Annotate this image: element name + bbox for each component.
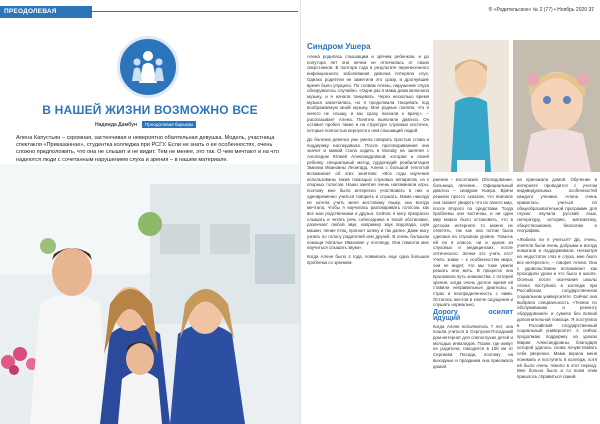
byline [95, 122, 196, 128]
page-header [489, 7, 594, 13]
rubric-tag: Преодолевая барьеры [142, 121, 196, 128]
section-label: ПРЕОДОЛЕВАЯ БАРЬЕРЫ [0, 6, 92, 18]
paragraph: Когда Алене было 4 года, появились еще одна большая проблема со зрением. [307, 253, 429, 265]
section-heading: Синдром Ушера [307, 42, 371, 51]
author-name: Надежда Дамбун [95, 122, 137, 128]
right-page [300, 0, 600, 424]
text-column-2 [433, 177, 513, 422]
text-column-3 [517, 177, 597, 422]
section-rule [92, 11, 298, 12]
article-lead: Алена Капустьян – скромная, застенчивая и невероятно обаятельная девушка. Модель, участница спектакля «Приказаннае», студентка колледжа при РСГУ. Если не знать о ее особенностях, очень сложно предположить, что она не слышит и не видит. Тем не менее, это так. О чем мечтают и на что надеются люди с сочетанным нарушением слуха и зрения – в нашем материале. [16, 135, 279, 163]
family-photo [0, 164, 300, 424]
child-photo-2 [513, 40, 600, 172]
article-title: В НАШЕЙ ЖИЗНИ ВОЗМОЖНО ВСЕ [42, 103, 258, 117]
subheading: Дорогу осилит идущий [433, 309, 513, 322]
text-column-1 [307, 54, 429, 422]
child-photo-1 [433, 40, 509, 172]
paragraph: Когда Алене исполнилось 7 лет, она пошла учиться в Серпухов-Посадский дом-интернат для слепоглухих детей и молодых инвалидов. Позже, где живут ее родители, находится в 100 км от Сергиева Посада, поэтому на выходные и праздники она приезжала домой. [433, 323, 513, 369]
paragraph: на приезжала домой. Обучение в интернате проводится с учетом индивидуальных особенностей каждого ученика. Алена очень нравилось учиться по общеобразовательной программе для глухих: изучала русский язык, литературу, историю, математику, обществознание, биологию и географию. [517, 177, 597, 234]
paragraph: ржение – косоглазие. Обследование, больница, лечение... Официальный диагноз – синдром Ушера. Врачи решили просто сказали, что вначале она сможет увидеть что из своего мир, после второго по средствам. Тогда проблемы они частичны, и ни один мир можно было остановить, что в детском интернате то можно не ответить, так как она потом была сделана на слуховом уровне. Помочь ей ли в классе, ни и одном из слуховых и медицинских, после оптического. Зачем это учить его? Учить знаки – к особенностям мира, они не видят, что мы тоже умели решать или жить. В процессе она проложила путь знакомства, с потерей зрения, когда очень долгое время ей ставили неправильные диагнозы, а страх и неопределенность с ними. Осталось жестов в ключе ощущения и слушать нормально. [433, 177, 513, 308]
people-icon [131, 49, 165, 85]
paragraph: Алена родилась слышащим и зрячим ребенком, и до полутора лет она ничем не отличалась от своих сверстников. В полтора года в результате перенесенного инфекционного заболевания девочка потеряла слух. Однако родители не заметили это сразу, и дрогнувшие время было упущено. По словам Алены, нарушение слуха обнаружилось случайно. «Одни раз я мама дома включила музыку, и я начала танцевать. Через несколько время музыка закончилась, но я продолжала танцевать под воображаемую мной музыку. Моя родные поняли, что я ничего не слышу, и мы сразу поехали к врачу», – рассказывает Алена. Понятно выяснили диагноз. Он оставил пробел также и на структуре слуховых косточек, которые полностью вернулся к нем слышащий людей. [307, 54, 429, 134]
paragraph: «Любила ли я учиться? Да, очень, учителя были очень добрыми и всегда помогали и поддерживали. Несмотря на недостаток глаз и слуха, мне было все интересно», – говорит Алена. Она с удовольствием вспоминает как проходили уроки и что было в школе. Осенью после окончания школы Алена поступила в колледж при Российском государственном социальном университете. Сейчас она выбрала специальность «Техник по обслуживанию и ремонту оборудования» и сумела без всякой дополнительной помощи. Я поступила в Российский государственный социальный университет. А сейчас продолжаю поддержку на уроках Марии Александровны, благодаря которой удалось снова почувствовать себя уверенно. Мама верила меня понимать и поступить в колледж, хотя ей было очень тяжело в этот период. Мне больно было и со всем этим пришлось справиться самой. [517, 237, 597, 379]
paragraph: До болезни девочка уже умела говорить простые слова и поддержку наследовала. После проговориваниия она значит и мамой стала ходить в Москву на занятия с логопедом Юлией Александровной, которая и своей ребенку специальный метод сурдопедий реабилитация Эмилии Ивановны Леонгард. Алена с большой теплотой вспоминает об этих занятиях: «Все годы изучения использованы также помощью слуховых аппаратов, из к опорных голосом. Наши занятия очень напоминали игры, поэтому мне было интересно участвовать в них и одновременно учиться говорить и слушать. Мама никогда не хотела учить меня жестовому языку, она всегда мечтала, чтобы я научилась разговаривать голосом, как все мои родственники и друзья. Сейчас я могу прекрасно слышать и читать речь собеседника в тихой обстановке, различает любой звук, например звук водопада, шум машин, пение птиц, проноет шпеку и так далее. Даже могу узнать по голосу родителей или друзей. В очень большом помощи Наталье Ивановне у логопеду. Она помогла мне научиться слышать звуки». [307, 136, 429, 251]
rubric-emblem [117, 36, 179, 98]
issue-info: ® «Родительское» № 2 (77) • Ноябрь 2020 [488, 7, 588, 13]
page-number: 37 [588, 7, 594, 13]
